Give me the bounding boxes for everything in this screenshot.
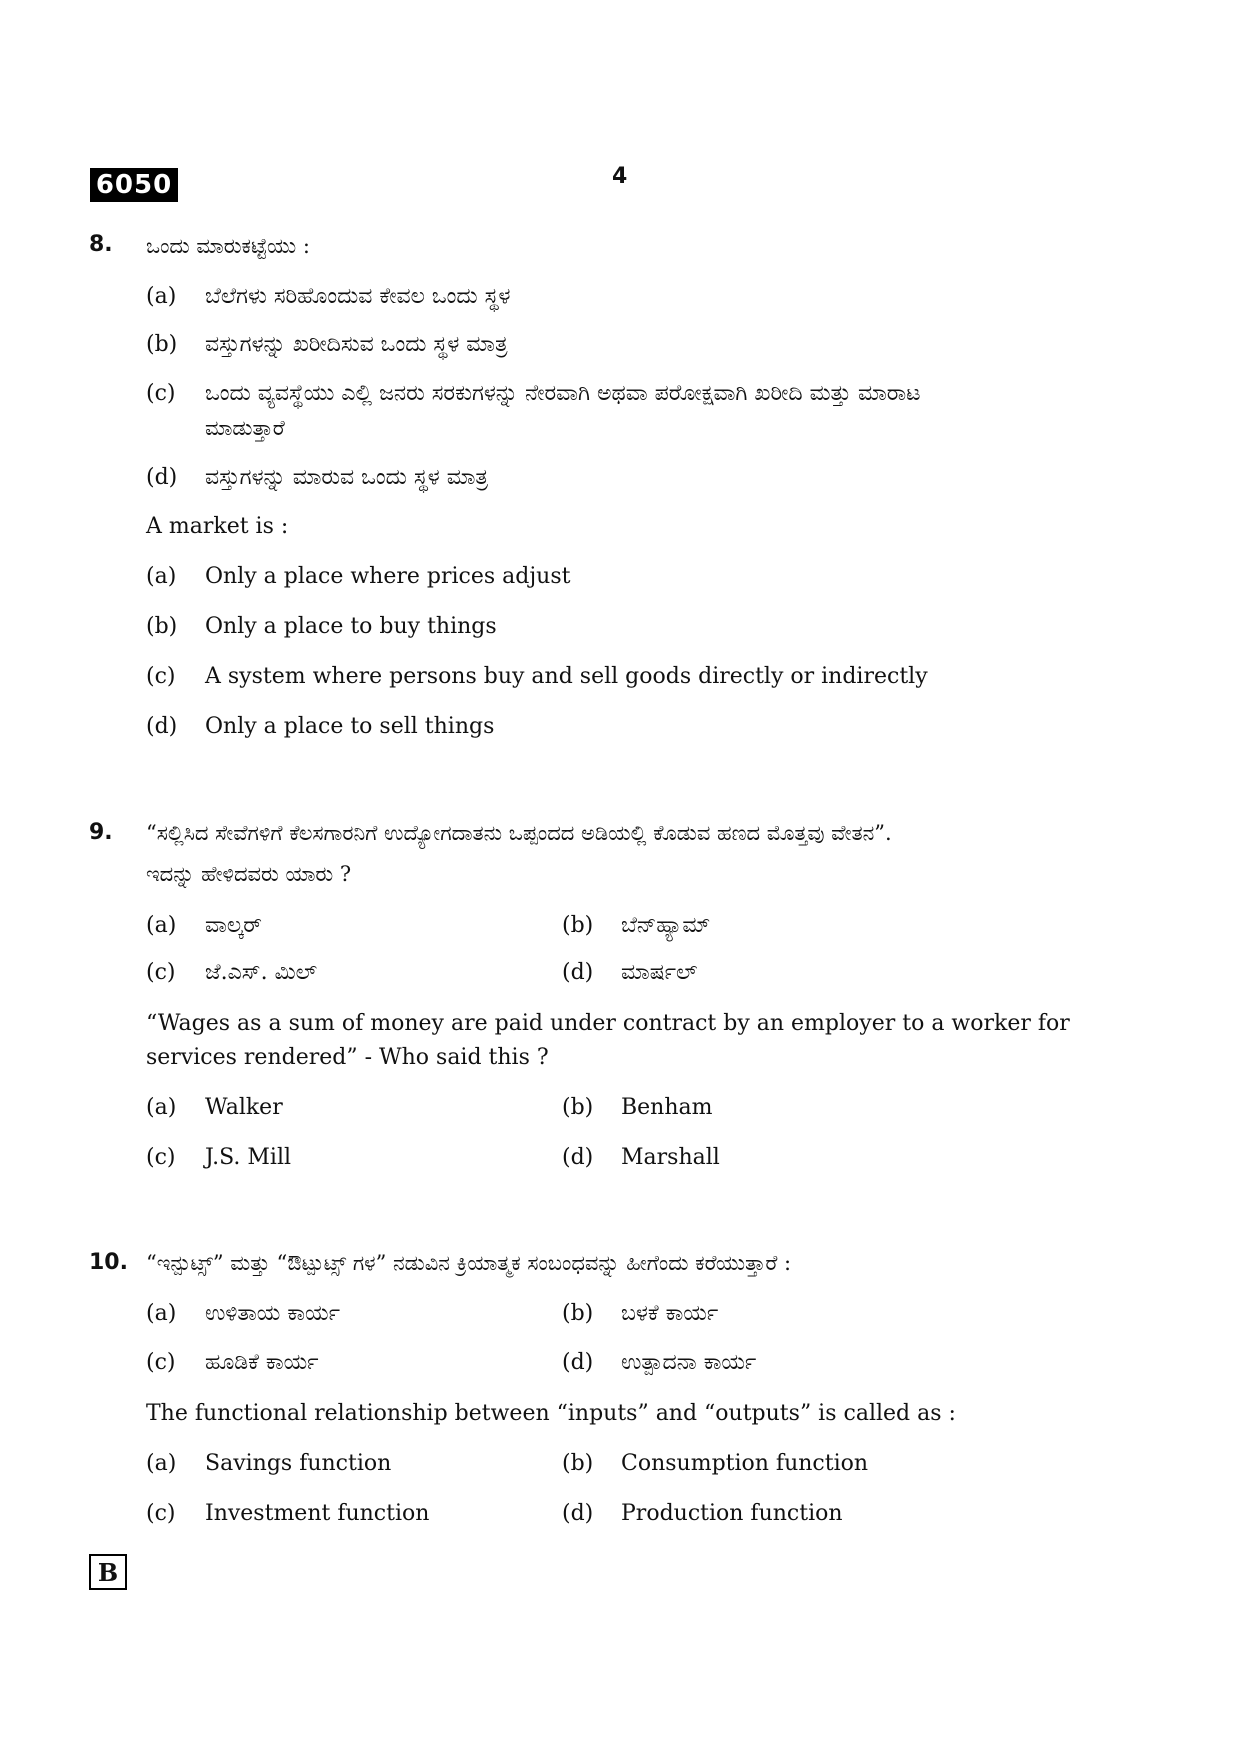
option-label: (a) <box>146 564 177 589</box>
option-text: Marshall <box>621 1145 720 1170</box>
paper-code-box: 6050 <box>90 168 178 202</box>
option-text: Consumption function <box>621 1451 869 1476</box>
series-letter-box: B <box>89 1554 127 1590</box>
question-stem-kannada-continuation: ಇದನ್ನು ಹೇಳಿದವರು ಯಾರು ? <box>146 862 352 886</box>
option-text: ಬೆಲೆಗಳು ಸರಿಹೊಂದುವ ಕೇವಲ ಒಂದು ಸ್ಥಳ <box>205 284 511 309</box>
option-text: ಮಾರ್ಷಲ್ <box>621 960 698 985</box>
option-text: J.S. Mill <box>205 1145 292 1170</box>
option-label: (b) <box>562 1301 594 1326</box>
option-label: (d) <box>146 714 178 739</box>
option-label: (b) <box>562 1095 594 1120</box>
option-label: (b) <box>562 913 594 938</box>
option-text: Walker <box>205 1095 283 1120</box>
option-label: (c) <box>146 381 176 406</box>
option-label: (c) <box>146 1350 176 1375</box>
option-text: Savings function <box>205 1451 392 1476</box>
question-stem-english: The functional relationship between “inputs” and “outputs” is called as : <box>146 1401 956 1426</box>
option-text-continuation: ಮಾಡುತ್ತಾರೆ <box>205 416 285 440</box>
option-text: ವಸ್ತುಗಳನ್ನು ಖರೀದಿಸುವ ಒಂದು ಸ್ಥಳ ಮಾತ್ರ <box>205 332 508 357</box>
option-text: ಉತ್ಪಾದನಾ ಕಾರ್ಯ <box>621 1350 757 1375</box>
option-text: ಒಂದು ವ್ಯವಸ್ಥೆಯು ಎಲ್ಲಿ ಜನರು ಸರಕುಗಳನ್ನು ನೇರವಾಗಿ ಅಥವಾ ಪರೋಕ್ಷವಾಗಿ ಖರೀದಿ ಮತ್ತು ಮಾರಾಟ <box>205 381 921 406</box>
question-stem-english: A market is : <box>146 514 289 539</box>
option-label: (a) <box>146 1301 177 1326</box>
option-text: ಜೆ.ಎಸ್. ಮಿಲ್ <box>205 960 317 985</box>
option-text: ವಸ್ತುಗಳನ್ನು ಮಾರುವ ಒಂದು ಸ್ಥಳ ಮಾತ್ರ <box>205 465 488 490</box>
option-label: (d) <box>562 960 594 985</box>
option-label: (d) <box>146 465 178 490</box>
question-number: 10. <box>89 1250 128 1275</box>
question-stem-kannada: ಒಂದು ಮಾರುಕಟ್ಟೆಯು : <box>146 234 310 258</box>
option-label: (a) <box>146 1451 177 1476</box>
option-label: (a) <box>146 913 177 938</box>
question-stem-english-continuation: services rendered” - Who said this ? <box>146 1045 549 1070</box>
option-text: ವಾಲ್ಕರ್ <box>205 913 263 938</box>
option-text: ಉಳಿತಾಯ ಕಾರ್ಯ <box>205 1301 340 1326</box>
option-text: Only a place to sell things <box>205 714 495 739</box>
option-text: Production function <box>621 1501 843 1526</box>
page-number: 4 <box>612 164 628 189</box>
option-label: (b) <box>146 614 178 639</box>
question-stem-english: “Wages as a sum of money are paid under contract by an employer to a worker for <box>146 1011 1070 1036</box>
option-label: (b) <box>146 332 178 357</box>
option-text: ಬಳಕೆ ಕಾರ್ಯ <box>621 1301 719 1326</box>
option-label: (a) <box>146 1095 177 1120</box>
option-text: ಹೂಡಿಕೆ ಕಾರ್ಯ <box>205 1350 319 1375</box>
option-label: (d) <box>562 1501 594 1526</box>
question-number: 8. <box>89 232 113 257</box>
question-stem-kannada: “ಸಲ್ಲಿಸಿದ ಸೇವೆಗಳಿಗೆ ಕೆಲಸಗಾರನಿಗೆ ಉದ್ಯೋಗದಾತನು ಒಪ್ಪಂದದ ಅಡಿಯಲ್ಲಿ ಕೊಡುವ ಹಣದ ಮೊತ್ತವು ವೇತನ”. <box>146 821 892 845</box>
option-label: (c) <box>146 1501 176 1526</box>
option-label: (b) <box>562 1451 594 1476</box>
option-label: (d) <box>562 1350 594 1375</box>
option-text: Only a place where prices adjust <box>205 564 571 589</box>
option-label: (d) <box>562 1145 594 1170</box>
option-label: (c) <box>146 1145 176 1170</box>
option-label: (a) <box>146 284 177 309</box>
option-text: Investment function <box>205 1501 430 1526</box>
question-number: 9. <box>89 820 113 845</box>
option-text: ಬೆನ್‌ಹ್ಯಾಮ್ <box>621 913 711 938</box>
option-text: Only a place to buy things <box>205 614 497 639</box>
option-label: (c) <box>146 664 176 689</box>
question-stem-kannada: “ಇನ್ಪುಟ್ಸ್” ಮತ್ತು “ಔಟ್ಪುಟ್ಸ್ ಗಳ” ನಡುವಿನ ಕ್ರಿಯಾತ್ಮಕ ಸಂಬಂಧವನ್ನು ಹೀಗೆಂದು ಕರೆಯುತ್ತಾರೆ : <box>146 1251 792 1275</box>
option-label: (c) <box>146 960 176 985</box>
option-text: A system where persons buy and sell goods directly or indirectly <box>205 664 928 689</box>
option-text: Benham <box>621 1095 713 1120</box>
